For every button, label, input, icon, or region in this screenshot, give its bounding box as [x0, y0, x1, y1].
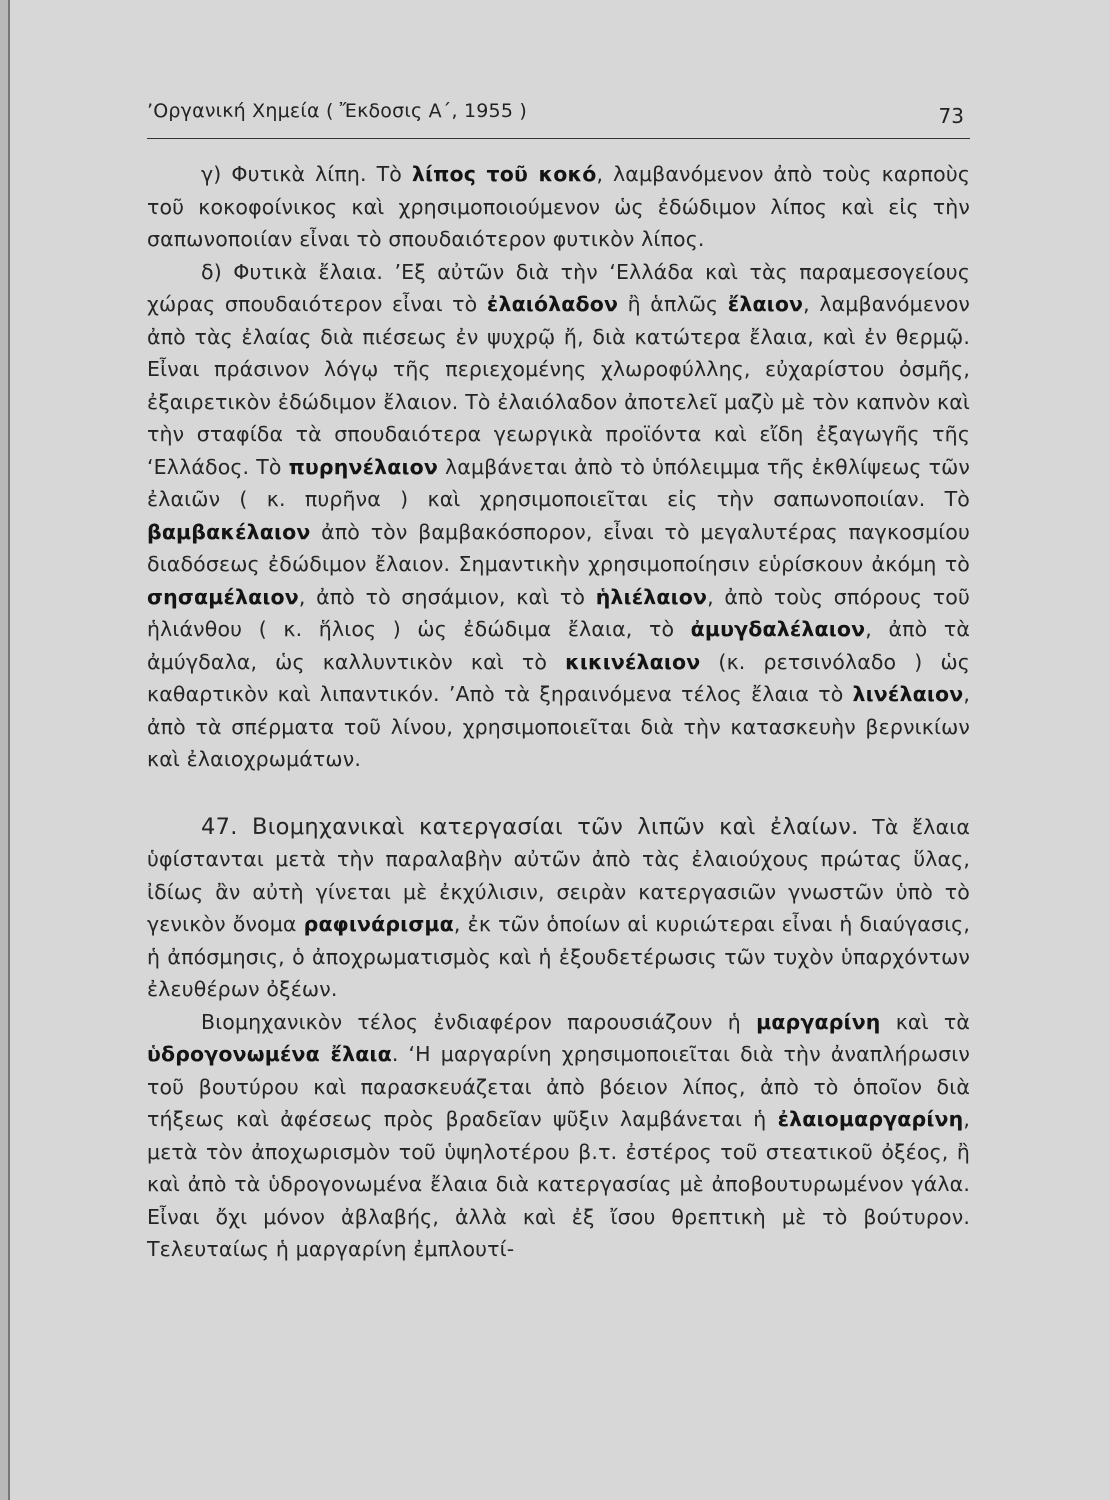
- bold-term: λινέλαιον: [852, 682, 964, 706]
- text-run: , μετὰ τὸν ἀποχωρισμὸν τοῦ ὑψηλοτέρου β.τ. ἐστέρος τοῦ στεατικοῦ ὀξέος, ἢ καὶ ἀπὸ τὰ ὑδρογονωμένα ἔλαια διὰ κατεργασίας μὲ ἀποβουτυρωμένον γάλα. Εἶναι ὄχι μόνον ἀβλαβής, ἀλλὰ καὶ ἐξ ἴσου θρεπτικὴ μὲ τὸ βούτυρον. Τελευταίως ἡ μαργαρίνη ἐμπλουτί-: [147, 1107, 970, 1261]
- text-run: , ἐκ τῶν ὁποίων αἱ κυριώτεραι εἶναι ἡ διαύγασις, ἡ ἀπόσμησις, ὁ ἀποχρωματισμὸς καὶ ἡ ἐξουδετέρωσις τῶν τυχὸν ὑπαρχόντων ἐλευθέρων ὀξέων.: [147, 912, 971, 1001]
- page-number: 73: [938, 104, 964, 128]
- bold-term: μαργαρίνη: [756, 1009, 881, 1034]
- bold-term: λίπος τοῦ κοκό: [411, 162, 597, 186]
- body-text: [147, 158, 970, 1266]
- text-run: καὶ τὰ: [880, 1009, 970, 1034]
- bold-term: σησαμέλαιον: [147, 584, 299, 609]
- text-run: γ) Φυτικὰ λίπη. Τὸ: [201, 162, 412, 186]
- bold-term: κικινέλαιον: [565, 649, 701, 674]
- paragraph-fytika-elaia: [147, 256, 970, 776]
- text-run: . ‘Η μαργαρίνη χρησιμοποιεῖται διὰ τὴν ἀναπλήρωσιν τοῦ βουτύρου καὶ παρασκευάζεται ἀπὸ βόειον λίπος, ἀπὸ τὸ ὁποῖον διὰ τήξεως καὶ ἀφέσεως πρὸς βραδεῖαν ψῦξιν λαμβάνεται ἡ: [147, 1042, 970, 1131]
- text-run: , ἀπὸ τοὺς σπόρους τοῦ ἡλιάνθου ( κ. ἥλιος ) ὡς ἐδώδιμα ἔλαια, τὸ: [147, 584, 970, 641]
- text-run: δ) Φυτικὰ ἔλαια. ’Εξ αὐτῶν διὰ τὴν ‘Ελλάδα καὶ τὰς παραμεσογείους χώρας σπουδαιότερον εἶναι τὸ: [147, 259, 970, 316]
- text-run: , ἀπὸ τὰ ἀμύγδαλα, ὡς καλλυντικὸν καὶ τὸ: [147, 617, 970, 674]
- bold-term: ραφινάρισμα: [303, 912, 454, 936]
- paragraph-fytika-lipi: [147, 158, 970, 256]
- bold-term: ἡλιέλαιον: [595, 584, 708, 609]
- running-header: [147, 100, 970, 139]
- paragraph-section-47: [147, 811, 970, 1006]
- bold-term: ἔλαιον: [727, 292, 804, 316]
- bold-term: ἐλαιομαργαρίνη: [777, 1107, 964, 1131]
- bold-term: ὑδρογονωμένα ἔλαια: [147, 1042, 392, 1066]
- text-run: Τὰ ἔλαια ὑφίστανται μετὰ τὴν παραλαβὴν αὐτῶν ἀπὸ τὰς ἐλαιούχους πρώτας ὕλας, ἰδίως ἂν αὐτὴ γίνεται μὲ ἐκχύλισιν, σειρὰν κατεργασιῶν γνωστῶν ὑπὸ τὸ γενικὸν ὄνομα: [147, 814, 970, 936]
- text-run: , ἀπὸ τὸ σησάμιον, καὶ τὸ: [298, 584, 596, 609]
- bold-term: ἀμυγδαλέλαιον: [690, 617, 866, 641]
- book-title: ’Οργανική Χημεία ( Ἔκδοσις Α΄, 1955 ): [147, 100, 527, 122]
- text-run: ἀπὸ τὸν βαμβακόσπορον, εἶναι τὸ μεγαλυτέρας παγκοσμίου διαδόσεως ἐδώδιμον ἔλαιον. Σημαντικὴν χρησιμοποίησιν εὑρίσκουν ἀκόμη τὸ: [147, 519, 970, 576]
- text-run: λαμβάνεται ἀπὸ τὸ ὑπόλειμμα τῆς ἐκθλίψεως τῶν ἐλαιῶν ( κ. πυρῆνα ) καὶ χρησιμοποιεῖται εἰς τὴν σαπωνοποιίαν. Τὸ: [147, 454, 970, 511]
- scanned-page: [8, 0, 1110, 1500]
- paragraph-margarini: [147, 1006, 970, 1266]
- bold-term: πυρηνέλαιον: [288, 454, 439, 479]
- text-run: ἢ ἁπλῶς: [618, 292, 728, 316]
- bold-term: ἐλαιόλαδον: [486, 292, 619, 316]
- text-run: , λαμβανόμενον ἀπὸ τὰς ἐλαίας διὰ πιέσεως ἐν ψυχρῷ ἤ, διὰ κατώτερα ἔλαια, καὶ ἐν θερμῷ. Εἶναι πράσινον λόγῳ τῆς περιεχομένης χλωροφύλλης, εὐχαρίστου ὀσμῆς, ἐξαιρετικὸν ἐδώδιμον ἔλαιον. Τὸ ἐλαιόλαδον ἀποτελεῖ μαζὺ μὲ τὸν καπνὸν καὶ τὴν σταφίδα τὰ σπουδαιότερα γεωργικὰ προϊόντα καὶ εἴδη ἐξαγωγῆς τῆς ‘Ελλάδος. Τὸ: [147, 292, 970, 479]
- text-run: , ἀπὸ τὰ σπέρματα τοῦ λίνου, χρησιμοποιεῖται διὰ τὴν κατασκευὴν βερνικίων καὶ ἐλαιοχρωμάτων.: [147, 682, 970, 771]
- text-run: (κ. ρετσινόλαδο ) ὡς καθαρτικὸν καὶ λιπαντικόν. ’Απὸ τὰ ξηραινόμενα τέλος ἔλαια τὸ: [147, 649, 970, 706]
- bold-term: βαμβακέλαιον: [147, 519, 311, 544]
- text-run: Βιομηχανικὸν τέλος ἐνδιαφέρον παρουσιάζουν ἡ: [201, 1009, 757, 1034]
- text-run: , λαμβανόμενον ἀπὸ τοὺς καρποὺς τοῦ κοκοφοίνικος καὶ χρησιμοποιούμενον ὡς ἐδώδιμον λίπος καὶ εἰς τὴν σαπωνοποιίαν εἶναι τὸ σπουδαιότερον φυτικὸν λίπος.: [147, 162, 971, 251]
- section-heading: 47. Βιομηχανικαὶ κατεργασίαι τῶν λιπῶν καὶ ἐλαίων.: [201, 813, 859, 840]
